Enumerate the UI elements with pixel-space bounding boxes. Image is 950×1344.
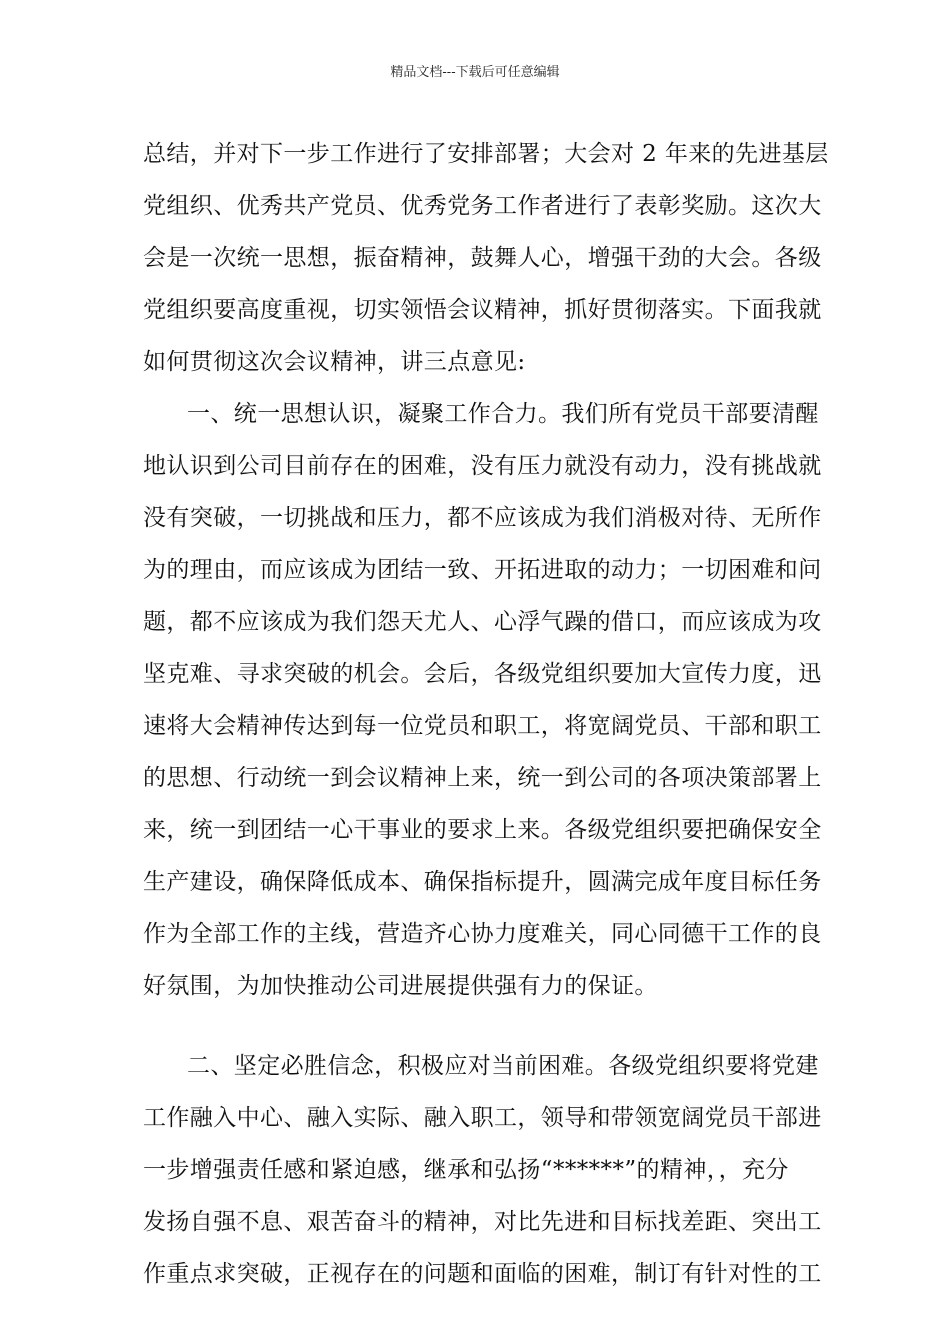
text-line: 党组织、优秀共产党员、优秀党务工作者进行了表彰奖励。这次大 bbox=[143, 193, 822, 219]
page-header: 精品文档---下载后可任意编辑 bbox=[390, 65, 560, 80]
text-line: 二、坚定必胜信念，积极应对当前困难。各级党组织要将党建 bbox=[187, 1053, 819, 1079]
text-line: 地认识到公司目前存在的困难，没有压力就没有动力，没有挑战就 bbox=[143, 453, 822, 479]
paragraph-continuation bbox=[143, 128, 829, 388]
text-line: 没有突破，一切挑战和压力，都不应该成为我们消极对待、无所作 bbox=[143, 505, 822, 531]
text-line: 一步增强责任感和紧迫感，继承和弘扬“******”的精神，，充分 bbox=[143, 1157, 789, 1183]
text-line: 如何贯彻这次会议精神，讲三点意见: bbox=[143, 349, 526, 375]
document-body bbox=[143, 128, 829, 1300]
text-line: 的思想、行动统一到会议精神上来，统一到公司的各项决策部署上 bbox=[143, 765, 822, 791]
text-line: 作重点求突破，正视存在的问题和面临的困难，制订有针对性的工 bbox=[143, 1261, 822, 1287]
text-line: 发扬自强不息、艰苦奋斗的精神，对比先进和目标找差距、突出工 bbox=[143, 1209, 822, 1235]
text-line: 党组织要高度重视，切实领悟会议精神，抓好贯彻落实。下面我就 bbox=[143, 297, 822, 323]
text-line: 速将大会精神传达到每一位党员和职工，将宽阔党员、干部和职工 bbox=[143, 713, 822, 739]
text-line: 作为全部工作的主线，营造齐心协力度难关，同心同德干工作的良 bbox=[143, 921, 822, 947]
paragraph-point-two bbox=[143, 1040, 822, 1300]
text-line: 来，统一到团结一心干事业的要求上来。各级党组织要把确保安全 bbox=[143, 817, 822, 843]
text-line: 生产建设，确保降低成本、确保指标提升，圆满完成年度目标任务 bbox=[143, 869, 822, 895]
text-line: 为的理由，而应该成为团结一致、开拓进取的动力；一切困难和问 bbox=[143, 557, 822, 583]
paragraph-gap bbox=[143, 1012, 807, 1040]
paragraph-point-one bbox=[143, 388, 822, 1012]
text-line: 总结，并对下一步工作进行了安排部署；大会对 2 年来的先进基层 bbox=[143, 141, 829, 167]
text-line: 题，都不应该成为我们怨天尤人、心浮气躁的借口，而应该成为攻 bbox=[143, 609, 822, 635]
text-line: 会是一次统一思想，振奋精神，鼓舞人心，增强干劲的大会。各级 bbox=[143, 245, 822, 271]
text-line: 工作融入中心、融入实际、融入职工，领导和带领宽阔党员干部进 bbox=[143, 1105, 822, 1131]
text-line: 坚克难、寻求突破的机会。会后，各级党组织要加大宣传力度，迅 bbox=[143, 661, 822, 687]
text-line: 好氛围，为加快推动公司进展提供强有力的保证。 bbox=[143, 973, 658, 999]
text-line: 一、统一思想认识，凝聚工作合力。我们所有党员干部要清醒 bbox=[187, 401, 819, 427]
